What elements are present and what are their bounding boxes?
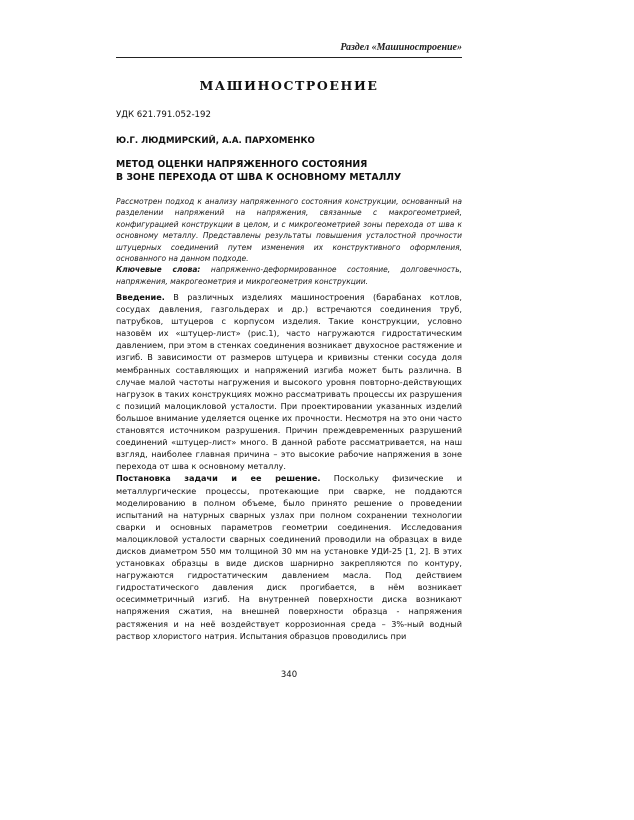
- intro-label: Введение.: [116, 292, 165, 302]
- problem-text: Поскольку физические и металлургические процессы, протекающие при сварке, не поддаются моделированию в полном объеме, было принято решение о проведении испытаний на натурных сварных узлах при полном сохранении технологии сварки и основных параметров геометрии соединения. Исследования малоцикловой усталости сварных соединений проводили на образцах в виде дисков диаметром 550 мм толщиной 30 мм на установке УДИ-25 [1, 2]. В этих установках образцы в виде дисков шарнирно закрепляются по контуру, нагружаются гидростатическим давлением масла. Под действием гидростатического давления диск прогибается, в нём возникает осесимметричный изгиб. На внутренней поверхности диска возникают напряжения сжатия, на внешней поверхности образца - напряжения растяжения и на неё воздействует коррозионная среда – 3%-ный водный раствор хлористого натрия. Испытания образцов проводились при: [116, 473, 462, 641]
- abstract-text: Рассмотрен подход к анализу напряженного состояния конструкции, основанный на разделении напряжений на напряжения, связанные с макрогеометрией, конфигурацией конструкции в целом, и с микрогеометрией зоны перехода от шва к основному металлу. Представлены результаты повышения усталостной прочности штуцерных соединений путем изменения их конструктивного оформления, основанного на данном подходе.: [116, 197, 462, 264]
- udk-code: УДК 621.791.052-192: [116, 110, 211, 120]
- keywords: [116, 264, 462, 287]
- intro-text: В различных изделиях машиностроения (барабанах котлов, сосудах давления, газгольдерах и др.) встречаются соединения труб, патрубков, штуцеров с корпусом изделия. Такие конструкции, условно назовём их «штуцер-лист» (рис.1), часто нагружаются гидростатическим давлением, при этом в стенках соединения возникает двухосное растяжение и изгиб. В зависимости от размеров штуцера и кривизны стенки сосуда доля мембранных составляющих и напряжений изгиба может быть различна. В случае малой частоты нагружения и высокого уровня повторно-действующих нагрузок в таких конструкциях можно рассматривать процессы их разрушения с позиций малоцикловой усталости. При проектировании указанных изделий большое внимание уделяется оценке их прочности. Несмотря на это они часто становятся источником разрушения. Причин преждевременных разрушений соединений «штуцер-лист» много. В данной работе рассматривается, на наш взгляд, наиболее главная причина – это высокие рабочие напряжения в зоне перехода от шва к основному металлу.: [116, 292, 462, 472]
- article-title: [116, 158, 462, 184]
- article-title-line-1: МЕТОД ОЦЕНКИ НАПРЯЖЕННОГО СОСТОЯНИЯ: [116, 159, 368, 170]
- problem-paragraph: [116, 472, 462, 641]
- authors: Ю.Г. ЛЮДМИРСКИЙ, А.А. ПАРХОМЕНКО: [116, 136, 315, 146]
- keywords-text: напряженно-деформированное состояние, долговечность, напряжения, макрогеометрия и микрогеометрия конструкции.: [116, 265, 462, 286]
- abstract: [116, 196, 462, 287]
- header-divider: [116, 57, 462, 58]
- article-body: [116, 291, 462, 642]
- article-title-line-2: В ЗОНЕ ПЕРЕХОДА ОТ ШВА К ОСНОВНОМУ МЕТАЛЛУ: [116, 172, 402, 183]
- keywords-label: Ключевые слова:: [116, 265, 201, 275]
- problem-label: Постановка задачи и ее решение.: [116, 473, 321, 484]
- journal-section-title: МАШИНОСТРОЕНИЕ: [199, 78, 379, 93]
- section-header: Раздел «Машиностроение»: [340, 42, 462, 53]
- page-number: 340: [280, 670, 298, 680]
- intro-paragraph: [116, 291, 462, 472]
